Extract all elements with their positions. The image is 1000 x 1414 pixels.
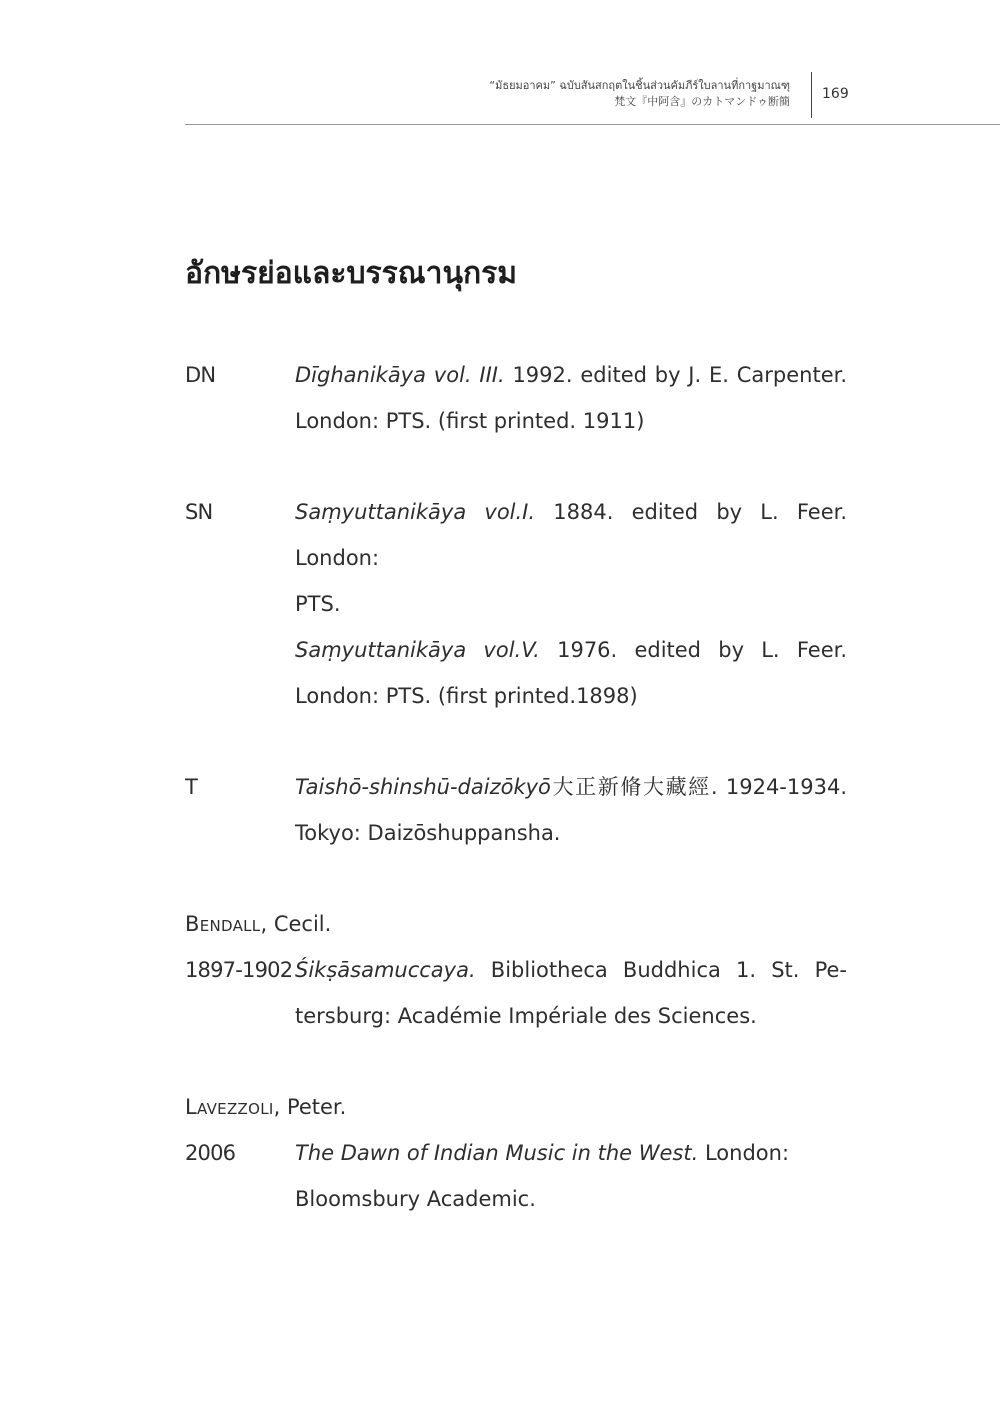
entry-line [295, 1130, 847, 1176]
author-given-name: , Peter. [273, 1095, 347, 1119]
entry-line [295, 352, 847, 398]
author-surname: Bendall [185, 912, 261, 936]
entry-body [295, 947, 847, 1039]
section-title: อักษรย่อและบรรณานุกรม [185, 256, 518, 291]
bibliography-list [185, 352, 847, 1222]
entry-year: 1897-1902 [185, 958, 293, 982]
author-heading-bendall [185, 901, 847, 947]
entry-text: 1992. edited by J. E. Carpenter. [504, 363, 847, 387]
entry-body [295, 489, 847, 719]
entry-body [295, 1130, 847, 1222]
author-heading-lavezzoli [185, 1084, 847, 1130]
entry-year: 2006 [185, 1141, 236, 1165]
bibliography-entry-lavezzoli [185, 1130, 847, 1222]
entry-title: Taishō-shinshū-daizōkyō [295, 775, 551, 799]
author-surname: Lavezzoli [185, 1095, 274, 1119]
entry-text: . 1924-1934. [710, 775, 848, 799]
entry-title: Dīghanikāya vol. III. [295, 363, 505, 387]
running-header [185, 72, 1000, 125]
entry-label: T [185, 775, 198, 799]
entry-label: DN [185, 363, 216, 387]
entry-title: Saṃyuttanikāya vol.V. [295, 638, 540, 662]
page-number: 169 [822, 86, 849, 102]
entry-line [295, 764, 847, 810]
entry-text: 1884. edited by L. Feer. London: [295, 500, 848, 570]
entry-line [295, 627, 847, 673]
entry-body [295, 352, 847, 444]
header-divider [811, 72, 812, 118]
entry-text: London: [698, 1141, 790, 1165]
running-title [489, 78, 790, 110]
entry-text: Bibliotheca Buddhica 1. St. Pe- [475, 958, 847, 982]
bibliography-entry-bendall [185, 947, 847, 1039]
abbreviation-entry-dn [185, 352, 847, 444]
entry-line: London: PTS. (first printed. 1911) [295, 409, 645, 433]
entry-title: The Dawn of Indian Music in the West. [295, 1141, 699, 1165]
entry-line [295, 489, 847, 581]
author-given-name: , Cecil. [260, 912, 332, 936]
running-title-japanese: 梵文『中阿含』のカトマンドゥ断簡 [614, 95, 790, 108]
entry-line [295, 947, 847, 993]
entry-title: Śikṣāsamuccaya. [295, 958, 476, 982]
entry-title: Saṃyuttanikāya vol.I. [295, 500, 536, 524]
entry-label: SN [185, 500, 213, 524]
running-title-thai: “มัธยมอาคม” ฉบับสันสกฤตในชิ้นส่วนคัมภีร์ใบลานที่กาฐมาณฑุ [489, 79, 790, 92]
entry-text: 1976. edited by L. Feer. [539, 638, 847, 662]
entry-line: London: PTS. (first printed.1898) [295, 684, 638, 708]
entry-cjk-title: 大正新脩大藏經 [550, 775, 711, 799]
entry-line: Bloomsbury Academic. [295, 1187, 536, 1211]
entry-line: Tokyo: Daizōshuppansha. [295, 821, 561, 845]
entry-line: PTS. [295, 592, 341, 616]
abbreviation-entry-t [185, 764, 847, 856]
abbreviation-entry-sn [185, 489, 847, 719]
entry-line: tersburg: Académie Impériale des Sciences. [295, 1004, 757, 1028]
entry-body [295, 764, 847, 856]
